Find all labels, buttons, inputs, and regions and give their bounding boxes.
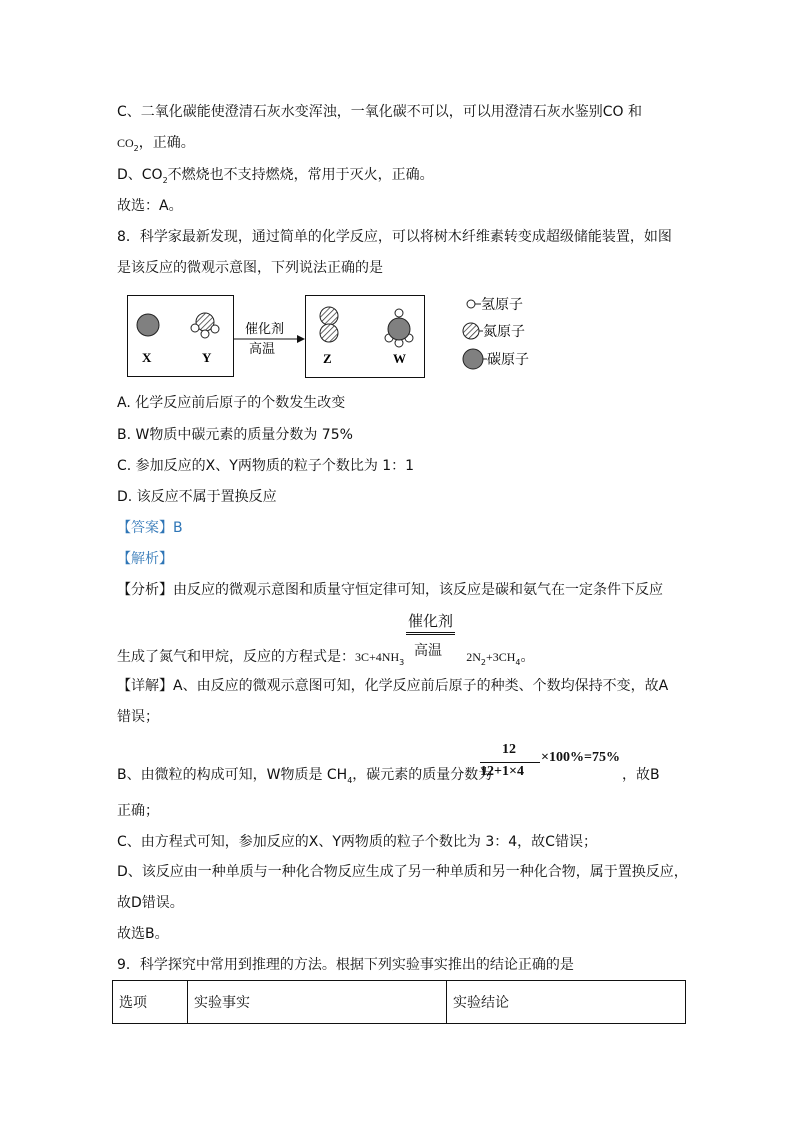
text-line: 故选B。 [117,926,169,942]
option-c: C. 参加反应的X、Y两物质的粒子个数比为 1：1 [117,458,415,474]
option-a: A. 化学反应前后原子的个数发生改变 [117,395,346,411]
text: ，正确。 [138,135,195,151]
detail-a-cont: 错误； [117,709,159,725]
formula: 2N [466,650,481,664]
equation-condition: 高温 [414,643,442,659]
subscript: 3 [399,657,405,667]
question-8: 8．科学家最新发现，通过简单的化学反应，可以将树木纤维素转变成超级储能装置，如图 [117,229,672,245]
result: ×100%=75% [541,750,620,765]
subscript: 2 [162,175,168,185]
detail-d-cont: 故D错误。 [117,895,184,911]
formula: +3CH [485,650,516,664]
formula: CO [117,136,134,150]
option-d: D. 该反应不属于置换反应 [117,489,277,505]
legend-hydrogen: 氢原子 [481,297,523,313]
carbon-atom-x [137,314,159,336]
table-header: 实验结论 [447,981,686,1024]
numerator: 12 [502,742,516,757]
label-x: X [142,350,152,365]
text: B、由微粒的构成可知，W物质是 CH [117,767,348,783]
table-header: 选项 [113,981,188,1024]
text-line [117,133,195,159]
equation-line [117,647,535,673]
label-y: Y [202,350,212,365]
formula: 3C+4NH [355,650,400,664]
detail-c: C、由方程式可知，参加反应的X、Y两物质的粒子个数比为 3：4，故C错误； [117,834,597,850]
text: 。 [520,649,535,665]
question-9: 9．科学探究中常用到推理的方法。根据下列实验事实推出的结论正确的是 [117,957,574,973]
question-9-table [112,980,686,1024]
detail-a: 【详解】A、由反应的微观示意图可知，化学反应前后原子的种类、个数均保持不变，故A [117,678,669,694]
condition-label: 高温 [249,342,276,357]
label-z: Z [323,351,332,366]
catalyst-label: 催化剂 [245,322,285,337]
text: D、CO [117,167,163,183]
subscript: 4 [347,775,353,785]
legend-nitrogen: 氮原子 [483,324,525,340]
text-line: C、二氧化碳能使澄清石灰水变浑浊，一氧化碳不可以，可以用澄清石灰水鉴别CO 和 [117,104,643,120]
subscript: 2 [480,657,486,667]
answer-label: 【答案】B [117,520,183,536]
equation-catalyst: 催化剂 [406,610,455,635]
analysis-text: 【分析】由反应的微观示意图和质量守恒定律可知，该反应是碳和氨气在一定条件下反应 [117,582,663,598]
detail-d: D、该反应由一种单质与一种化合物反应生成了另一种单质和另一种化合物，属于置换反应， [117,864,688,880]
subscript: 4 [515,657,521,667]
text-line: 故选：A。 [117,198,183,214]
detail-b-cont: 正确； [117,803,159,819]
table-header: 实验事实 [188,981,447,1024]
question-8-cont: 是该反应的微观示意图，下列说法正确的是 [117,260,383,276]
label-w: W [393,351,406,366]
analysis-label: 【解析】 [117,551,173,567]
text: 不燃烧也不支持燃烧，常用于灭火，正确。 [167,167,434,183]
text: 生成了氮气和甲烷，反应的方程式是： [117,649,355,665]
text: ，碳元素的质量分数为 [352,767,493,783]
option-b: B. W物质中碳元素的质量分数为 75% [117,427,353,443]
subscript: 2 [133,143,139,153]
legend-carbon: 碳原子 [487,352,529,368]
text: ，故B [622,767,660,783]
denominator: 12+1×4 [480,764,524,779]
detail-b [117,765,492,791]
reaction-diagram [127,295,557,380]
text-line [117,165,434,191]
